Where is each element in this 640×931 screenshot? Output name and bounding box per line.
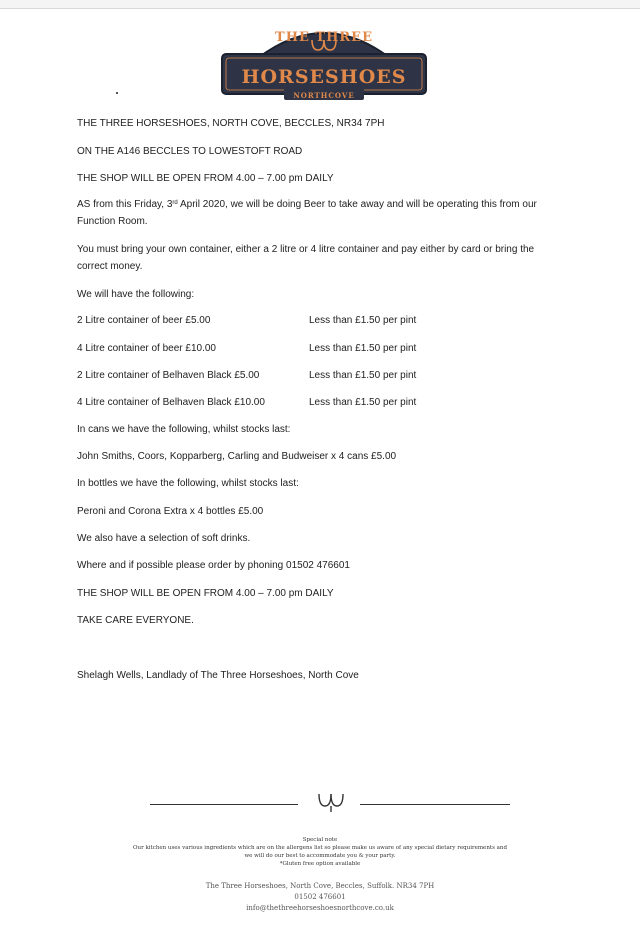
price-item: 4 Litre container of beer £10.00 [77,343,216,354]
price-note: Less than £1.50 per pint [309,315,417,326]
price-item: 4 Litre container of Belhaven Black £10.00 [77,397,265,408]
bottles-list: Peroni and Corona Extra x 4 bottles £5.00 [77,506,264,517]
intro-superscript: rd [172,200,178,206]
logo-main-text: HORSESHOES [241,66,407,88]
opening-hours-repeat: THE SHOP WILL BE OPEN FROM 4.00 – 7.00 pm DAILY [77,588,334,599]
cans-list: John Smiths, Coors, Kopparberg, Carling and Budweiser x 4 cans £5.00 [77,451,397,462]
price-note: Less than £1.50 per pint [309,370,417,381]
horseshoe-icon [313,790,349,814]
bottles-intro: In bottles we have the following, whilst stocks last: [77,478,299,489]
page-top-edge [0,0,640,9]
footer-address: The Three Horseshoes, North Cove, Beccles, Suffolk. NR34 7PH [205,882,435,890]
soft-drinks: We also have a selection of soft drinks. [77,533,251,544]
price-item: 2 Litre container of Belhaven Black £5.00 [77,370,260,381]
pub-logo [218,14,430,102]
intro-text-b: April 2020, we will be doing Beer to take away and will be operating this from our Function Room. [77,199,537,227]
opening-hours: THE SHOP WILL BE OPEN FROM 4.00 – 7.00 pm DAILY [77,173,334,184]
footer-rule-right [360,804,510,805]
have-following: We will have the following: [77,289,195,300]
address-line: THE THREE HORSESHOES, NORTH COVE, BECCLES, NR34 7PH [77,118,385,129]
road-line: ON THE A146 BECCLES TO LOWESTOFT ROAD [77,146,303,157]
price-note: Less than £1.50 per pint [309,343,417,354]
price-item: 2 Litre container of beer £5.00 [77,315,211,326]
footer-phone: 01502 476601 [294,893,346,901]
logo-badge-shape [218,14,430,102]
cans-intro: In cans we have the following, whilst stocks last: [77,424,291,435]
container-paragraph: You must bring your own container, either a 2 litre or 4 litre container and pay either by card or bring the correct money. [77,244,535,272]
stray-mark [116,92,118,94]
special-note-heading: Special note [302,837,338,843]
signature-line: Shelagh Wells, Landlady of The Three Horseshoes, North Cove [77,670,359,681]
intro-text-a: AS from this Friday, 3 [77,199,173,210]
price-note: Less than £1.50 per pint [309,397,417,408]
logo-sub-text: NORTHCOVE [293,91,355,100]
gluten-note: *Gluten free option available [279,861,361,867]
footer-rule-left [150,804,298,805]
take-care: TAKE CARE EVERYONE. [77,615,194,626]
footer-email[interactable]: info@thethreehorseshoesnorthcove.co.uk [246,904,394,912]
logo-top-text: THE THREE [275,30,373,45]
intro-paragraph [77,196,567,230]
allergen-note-1: Our kitchen uses various ingredients which are on the allergens list so please make us aware of any special dietary requirements and [133,845,507,851]
allergen-note-2: we will do our best to accommodate you & your party. [244,853,396,859]
order-phone: Where and if possible please order by phoning 01502 476601 [77,560,350,571]
